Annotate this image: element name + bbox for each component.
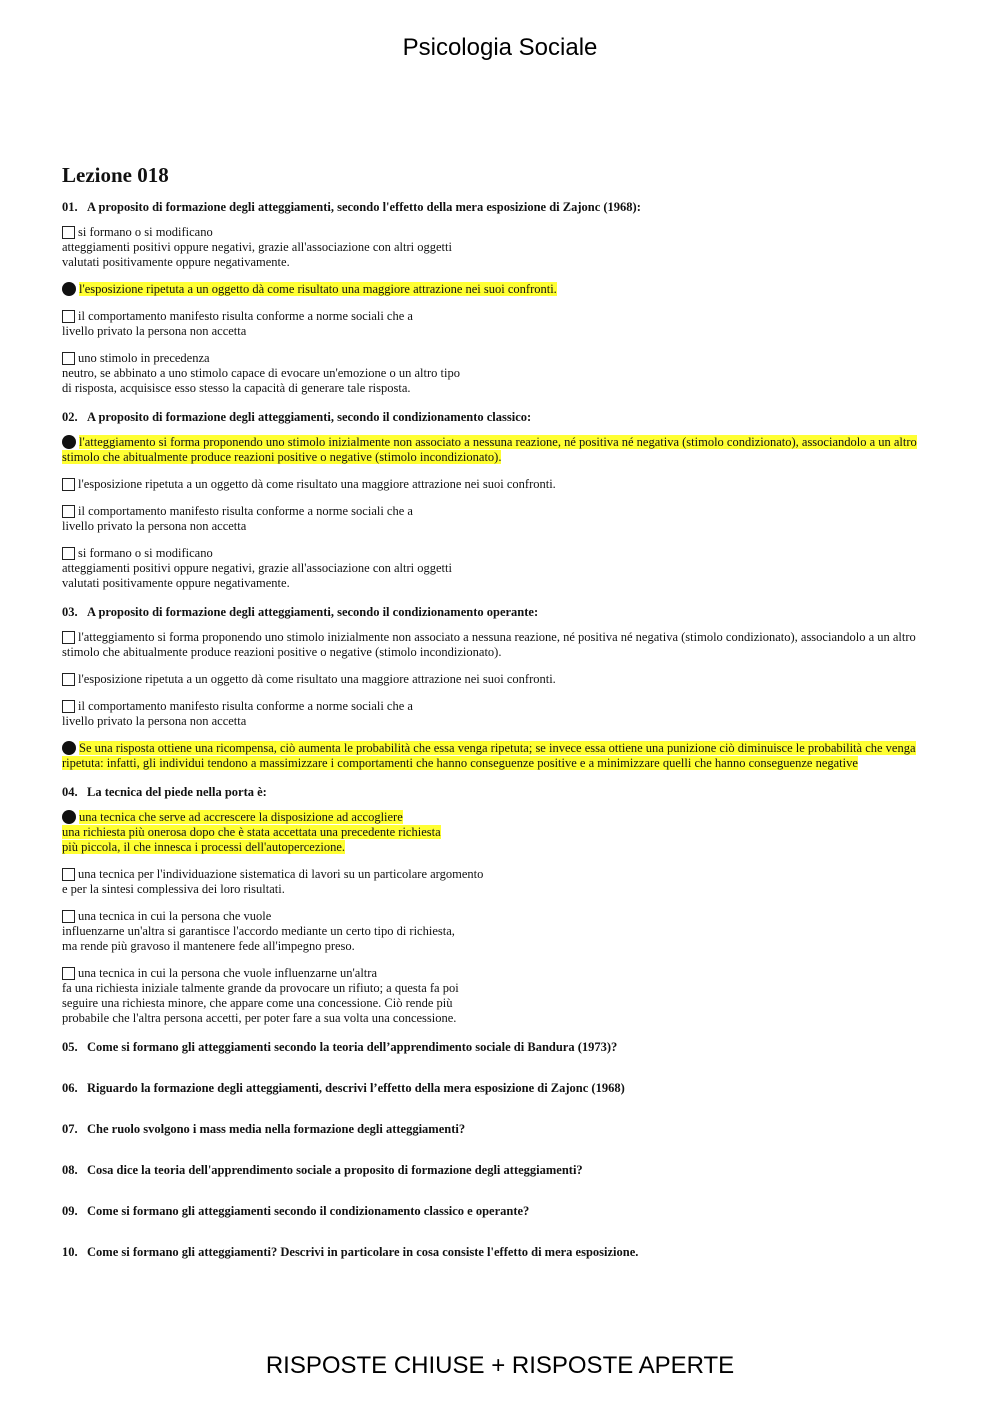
answer-option[interactable] xyxy=(62,909,922,954)
answer-option[interactable] xyxy=(62,672,922,687)
option-text: una tecnica in cui la persona che vuole influenzarne un'altra si garantisce l'accordo mediante un certo tipo di richiesta, ma rende più gravoso il mantenere fede all'impegno preso. xyxy=(62,909,455,953)
option-text: il comportamento manifesto risulta conforme a norme sociali che a livello privato la persona non accetta xyxy=(62,309,413,338)
question-text: La tecnica del piede nella porta è: xyxy=(87,785,267,799)
answer-option-selected[interactable] xyxy=(62,741,922,771)
open-question xyxy=(62,1204,922,1219)
answer-option[interactable] xyxy=(62,966,922,1026)
answer-option[interactable] xyxy=(62,225,922,270)
question-number: 07. xyxy=(62,1122,78,1136)
checkbox-selected[interactable] xyxy=(62,810,76,824)
answer-option[interactable] xyxy=(62,630,922,660)
option-text: Se una risposta ottiene una ricompensa, ciò aumenta le probabilità che essa venga ripetuta; se invece essa ottiene una punizione ciò diminuisce le probabilità che venga ripetuta: infatti, gli individui tendono a massimizzare i comportamenti che hanno conseguenze positive e a minimizzare quelli che hanno conseguenze negative xyxy=(62,741,916,770)
checkbox-empty[interactable] xyxy=(62,478,75,491)
page-header: Psicologia Sociale xyxy=(402,34,598,61)
question-title xyxy=(62,785,922,800)
lesson-title: Lezione 018 xyxy=(62,163,169,187)
open-questions xyxy=(62,1040,922,1260)
answer-option[interactable] xyxy=(62,699,922,729)
question-title xyxy=(62,605,922,620)
checkbox-empty[interactable] xyxy=(62,226,75,239)
option-text: l'atteggiamento si forma proponendo uno stimolo inizialmente non associato a nessuna reazione, né positiva né negativa (stimolo condizionato), associandolo a un altro stimolo che abitualmente produce reazioni positive o negative (stimolo incondizionato). xyxy=(62,630,916,659)
option-text: una tecnica per l'individuazione sistematica di lavori su un particolare argomento e per la sintesi complessiva dei loro risultati. xyxy=(62,867,484,896)
open-question xyxy=(62,1122,922,1137)
question-text: Cosa dice la teoria dell'apprendimento sociale a proposito di formazione degli atteggiamenti? xyxy=(87,1163,583,1177)
open-question xyxy=(62,1040,922,1055)
checkbox-empty[interactable] xyxy=(62,700,75,713)
checkbox-empty[interactable] xyxy=(62,910,75,923)
checkbox-selected[interactable] xyxy=(62,282,76,296)
answer-option[interactable] xyxy=(62,477,922,492)
question-number: 04. xyxy=(62,785,78,799)
question-title xyxy=(62,200,922,215)
checkbox-empty[interactable] xyxy=(62,505,75,518)
question-text: A proposito di formazione degli atteggiamenti, secondo il condizionamento operante: xyxy=(87,605,539,619)
option-text: una tecnica che serve ad accrescere la disposizione ad accogliere una richiesta più onerosa dopo che è stata accettata una precedente richiesta più piccola, il che innesca i processi dell'autopercezione. xyxy=(62,810,441,854)
question-text: Come si formano gli atteggiamenti? Descrivi in particolare in cosa consiste l'effetto di mera esposizione. xyxy=(87,1245,639,1259)
checkbox-empty[interactable] xyxy=(62,631,75,644)
question-number: 08. xyxy=(62,1163,78,1177)
open-question xyxy=(62,1245,922,1260)
question-number: 06. xyxy=(62,1081,78,1095)
answer-option[interactable] xyxy=(62,546,922,591)
checkbox-empty[interactable] xyxy=(62,352,75,365)
question-text: Che ruolo svolgono i mass media nella formazione degli atteggiamenti? xyxy=(87,1122,466,1136)
answer-option-selected[interactable] xyxy=(62,282,922,297)
option-text: il comportamento manifesto risulta conforme a norme sociali che a livello privato la persona non accetta xyxy=(62,699,413,728)
answer-option-selected[interactable] xyxy=(62,810,922,855)
open-question xyxy=(62,1081,922,1096)
option-text: si formano o si modificano atteggiamenti positivi oppure negativi, grazie all'associazione con altri oggetti valutati positivamente oppure negativamente. xyxy=(62,225,452,269)
option-text: uno stimolo in precedenza neutro, se abbinato a uno stimolo capace di evocare un'emozione o un altro tipo di risposta, acquisisce esso stesso la capacità di generare tale risposta. xyxy=(62,351,460,395)
question-text: Come si formano gli atteggiamenti secondo la teoria dell’apprendimento sociale di Bandura (1973)? xyxy=(87,1040,618,1054)
question-text: A proposito di formazione degli atteggiamenti, secondo l'effetto della mera esposizione di Zajonc (1968): xyxy=(87,200,641,214)
question-04 xyxy=(62,785,922,1026)
question-title xyxy=(62,410,922,425)
checkbox-selected[interactable] xyxy=(62,435,76,449)
answer-option[interactable] xyxy=(62,504,922,534)
question-number: 10. xyxy=(62,1245,78,1259)
question-01 xyxy=(62,200,922,396)
checkbox-empty[interactable] xyxy=(62,547,75,560)
option-text: una tecnica in cui la persona che vuole influenzarne un'altra fa una richiesta iniziale talmente grande da provocare un rifiuto; a questa fa poi seguire una richiesta minore, che appare come una concessione. Ciò rende più probabile che l'altra persona accetti, per poter fare a sua volta una concessione. xyxy=(62,966,459,1025)
question-number: 02. xyxy=(62,410,78,424)
question-text: Riguardo la formazione degli atteggiamenti, descrivi l’effetto della mera esposizione di Zajonc (1968) xyxy=(87,1081,625,1095)
question-number: 03. xyxy=(62,605,78,619)
option-text: l'esposizione ripetuta a un oggetto dà come risultato una maggiore attrazione nei suoi confronti. xyxy=(79,282,557,296)
checkbox-empty[interactable] xyxy=(62,967,75,980)
checkbox-empty[interactable] xyxy=(62,673,75,686)
page-footer: RISPOSTE CHIUSE + RISPOSTE APERTE xyxy=(265,1352,735,1379)
option-text: l'atteggiamento si forma proponendo uno stimolo inizialmente non associato a nessuna reazione, né positiva né negativa (stimolo condizionato), associandolo a un altro stimolo che abitualmente produce reazioni positive o negative (stimolo incondizionato). xyxy=(62,435,917,464)
checkbox-empty[interactable] xyxy=(62,310,75,323)
question-03 xyxy=(62,605,922,771)
question-02 xyxy=(62,410,922,591)
checkbox-empty[interactable] xyxy=(62,868,75,881)
question-number: 01. xyxy=(62,200,78,214)
answer-option[interactable] xyxy=(62,309,922,339)
question-number: 09. xyxy=(62,1204,78,1218)
question-number: 05. xyxy=(62,1040,78,1054)
option-text: si formano o si modificano atteggiamenti positivi oppure negativi, grazie all'associazione con altri oggetti valutati positivamente oppure negativamente. xyxy=(62,546,452,590)
question-text: Come si formano gli atteggiamenti secondo il condizionamento classico e operante? xyxy=(87,1204,530,1218)
answer-option[interactable] xyxy=(62,867,922,897)
document-body xyxy=(62,163,922,1286)
checkbox-selected[interactable] xyxy=(62,741,76,755)
question-text: A proposito di formazione degli atteggiamenti, secondo il condizionamento classico: xyxy=(87,410,532,424)
option-text: l'esposizione ripetuta a un oggetto dà come risultato una maggiore attrazione nei suoi confronti. xyxy=(78,477,556,491)
answer-option-selected[interactable] xyxy=(62,435,922,465)
option-text: il comportamento manifesto risulta conforme a norme sociali che a livello privato la persona non accetta xyxy=(62,504,413,533)
open-question xyxy=(62,1163,922,1178)
option-text: l'esposizione ripetuta a un oggetto dà come risultato una maggiore attrazione nei suoi confronti. xyxy=(78,672,556,686)
answer-option[interactable] xyxy=(62,351,922,396)
